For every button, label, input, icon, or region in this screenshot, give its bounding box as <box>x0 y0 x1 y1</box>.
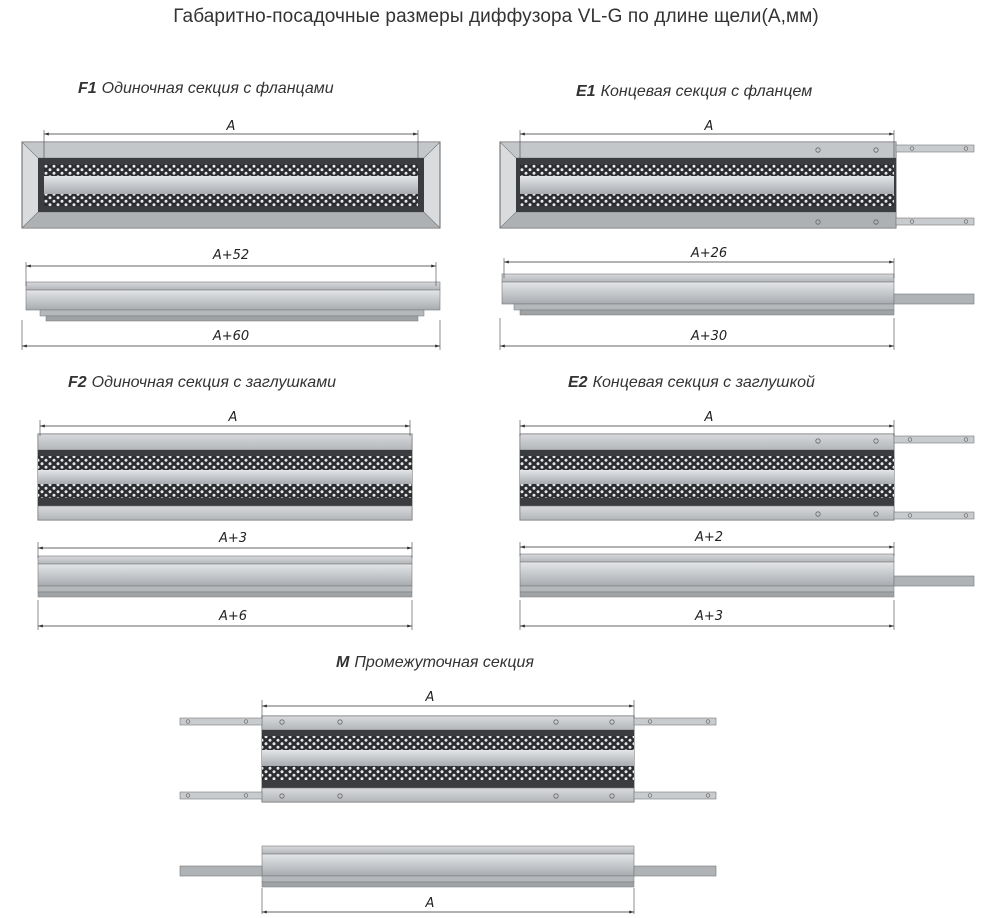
m-front-view <box>180 716 716 802</box>
e2-side-view <box>520 554 974 597</box>
f2-side-view <box>38 556 412 597</box>
section-name-e1: Концевая секция с фланцем <box>600 83 813 100</box>
f1-dim-mid: A+52 <box>212 248 250 263</box>
page-title: Габаритно-посадочные размеры диффузора VL-G по длине щели(А,мм) <box>173 6 819 27</box>
e1-dim-top: A <box>704 119 714 134</box>
e1-side-view <box>502 274 974 315</box>
section-name-m: Промежуточная секция <box>354 654 534 671</box>
m-dim-bottom: A <box>425 896 435 911</box>
e2-dim-mid: A+2 <box>694 530 724 545</box>
e2-dim-top: A <box>704 410 714 425</box>
e1-front-view <box>500 142 974 228</box>
section-name-f1: Одиночная секция с фланцами <box>101 80 334 97</box>
section-code-e2: E2 <box>568 374 588 391</box>
e2-dim-bottom: A+3 <box>694 609 724 624</box>
e2-front-view <box>520 434 974 520</box>
f1-side-view <box>26 282 440 321</box>
f1-dim-bottom: A+60 <box>212 329 250 344</box>
f1-dim-top: A <box>226 119 236 134</box>
m-dim-top: A <box>425 690 435 705</box>
m-side-view <box>180 846 716 887</box>
section-code-e1: E1 <box>576 83 596 100</box>
section-name-e2: Концевая секция с заглушкой <box>592 374 815 391</box>
section-code-f1: F1 <box>78 80 97 97</box>
f2-dim-top: A <box>228 410 238 425</box>
section-code-m: M <box>336 654 350 671</box>
e1-dim-mid: A+26 <box>690 246 728 261</box>
section-name-f2: Одиночная секция с заглушками <box>91 374 337 391</box>
f2-front-view <box>38 434 412 520</box>
f1-front-view <box>22 142 440 228</box>
f2-dim-mid: A+3 <box>218 531 248 546</box>
section-code-f2: F2 <box>68 374 87 391</box>
f2-dim-bottom: A+6 <box>218 609 248 624</box>
e1-dim-bottom: A+30 <box>690 329 728 344</box>
